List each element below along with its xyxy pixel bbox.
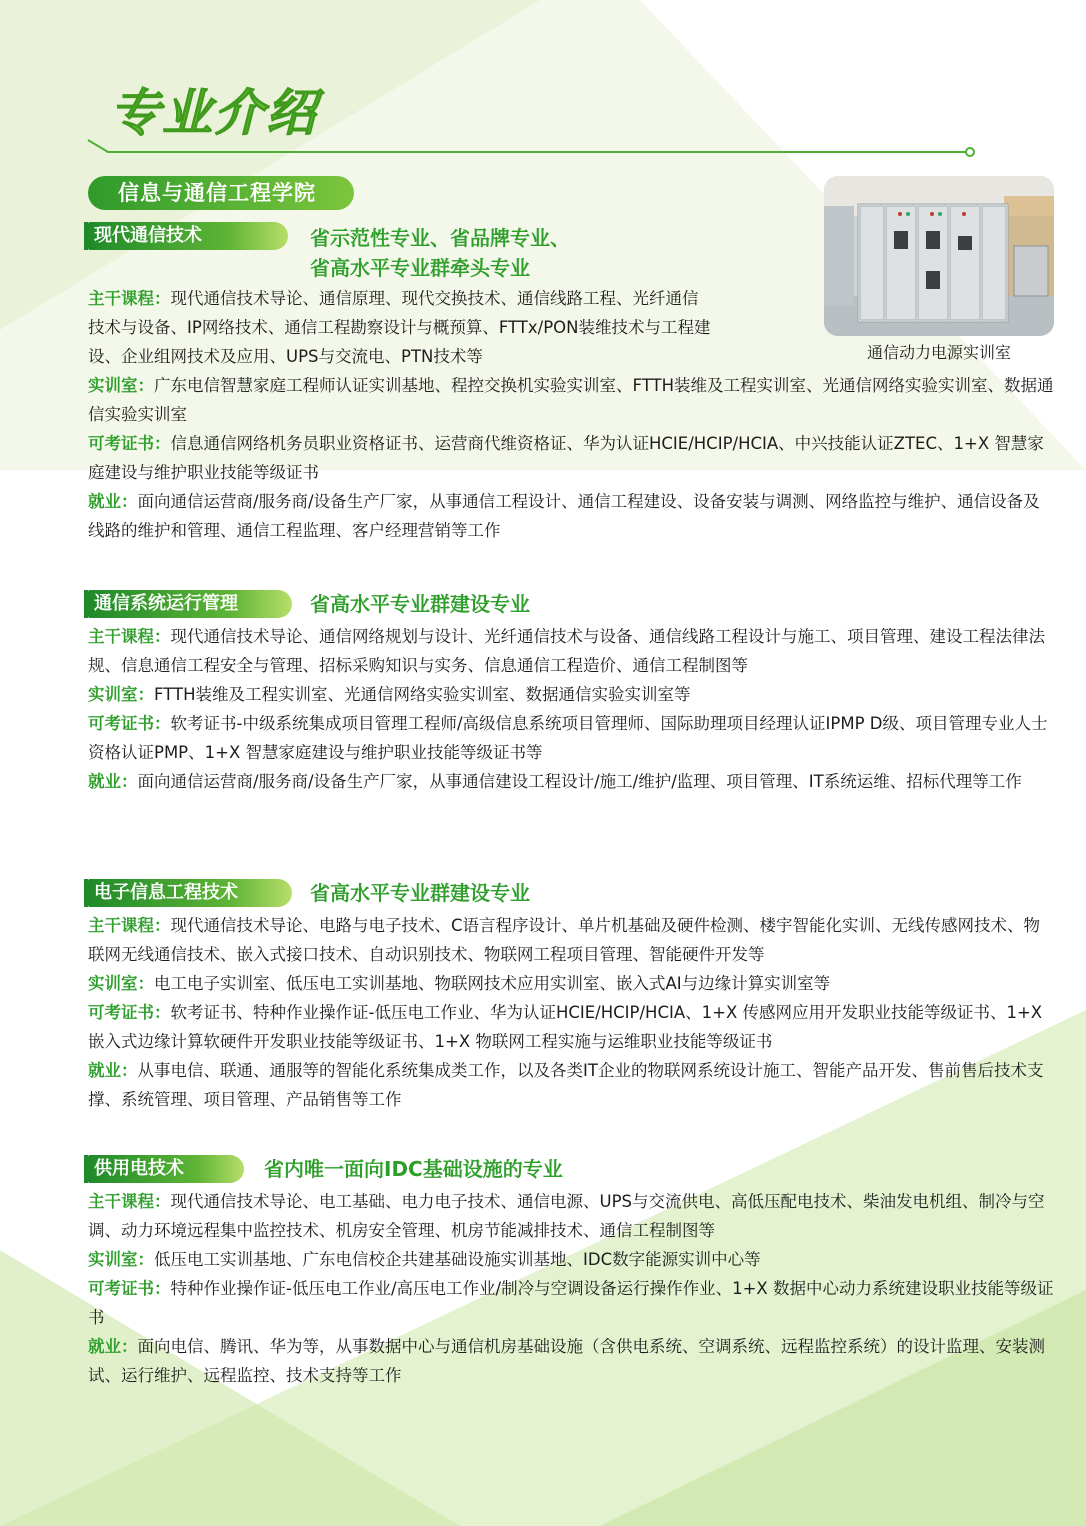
lab-label: 实训室：	[88, 376, 154, 395]
courses-text-line: 设、企业组网技术及应用、UPS与交流电、PTN技术等	[88, 347, 483, 366]
college-banner: 信息与通信工程学院	[88, 176, 354, 210]
courses-text: 主干课程：现代通信技术导论、通信原理、现代交换技术、通信线路工程、光纤通信	[88, 289, 699, 308]
cert-text: 可考证书：软考证书-中级系统集成项目管理工程师/高级信息系统项目管理师、国际助理项目经理认证IPMP D级、项目管理专业人士资格认证PMP、1+X 智慧家庭建设与维护职业技能等级证书等	[88, 714, 1048, 762]
title-underline	[86, 138, 976, 160]
cert-label: 可考证书：	[88, 1279, 171, 1298]
major-highlight: 省示范性专业、省品牌专业、	[310, 226, 570, 250]
major-section-2	[88, 590, 1056, 796]
lab-text: 实训室：电工电子实训室、低压电工实训基地、物联网技术应用实训室、嵌入式AI与边缘计算实训室等	[88, 974, 831, 993]
major-section-3	[88, 879, 1056, 1114]
cert-label: 可考证书：	[88, 714, 171, 733]
lab-text: 实训室：低压电工实训基地、广东电信校企共建基础设施实训基地、IDC数字能源实训中心等	[88, 1250, 761, 1269]
major-highlight: 省高水平专业群建设专业	[310, 592, 530, 616]
courses-label: 主干课程：	[88, 916, 171, 935]
job-text: 就业：从事电信、联通、通服等的智能化系统集成类工作，以及各类IT企业的物联网系统设计施工、智能产品开发、售前售后技术支撑、系统管理、项目管理、产品销售等工作	[88, 1061, 1044, 1109]
major-tag: 供用电技术	[88, 1155, 244, 1183]
photo-caption: 通信动力电源实训室	[866, 343, 1011, 362]
job-label: 就业：	[88, 492, 138, 511]
courses-label: 主干课程：	[88, 627, 171, 646]
job-label: 就业：	[88, 1337, 138, 1356]
cert-text: 可考证书：特种作业操作证-低压电工作业/高压电工作业/制冷与空调设备运行操作作业、1+X 数据中心动力系统建设职业技能等级证书	[88, 1279, 1054, 1327]
cert-text: 可考证书：软考证书、特种作业操作证-低压电工作业、华为认证HCIE/HCIP/HCIA、1+X 传感网应用开发职业技能等级证书、1+X 嵌入式边缘计算软硬件开发职业技能等级证书、1+X 物联网工程实施与运维职业技能等级证书	[88, 1003, 1043, 1051]
job-label: 就业：	[88, 1061, 138, 1080]
lab-text: 实训室：FTTH装维及工程实训室、光通信网络实验实训室、数据通信实验实训室等	[88, 685, 691, 704]
major-highlight: 省高水平专业群建设专业	[310, 881, 530, 905]
courses-text-line: 技术与设备、IP网络技术、通信工程勘察设计与概预算、FTTx/PON装维技术与工程建	[88, 318, 711, 337]
major-highlight: 省内唯一面向IDC基础设施的专业	[264, 1157, 563, 1181]
page-title: 专业介绍	[110, 84, 318, 142]
courses-text: 主干课程：现代通信技术导论、通信网络规划与设计、光纤通信技术与设备、通信线路工程设计与施工、项目管理、建设工程法律法规、信息通信工程安全与管理、招标采购知识与实务、信息通信工程造价、通信工程制图等	[88, 627, 1045, 675]
job-text: 就业：面向通信运营商/服务商/设备生产厂家，从事通信建设工程设计/施工/维护/监理、项目管理、IT系统运维、招标代理等工作	[88, 772, 1022, 791]
job-label: 就业：	[88, 772, 138, 791]
major-highlight: 省高水平专业群牵头专业	[310, 256, 530, 280]
lab-label: 实训室：	[88, 685, 154, 704]
major-section-1	[88, 222, 1056, 545]
lab-text: 实训室：广东电信智慧家庭工程师认证实训基地、程控交换机实验实训室、FTTH装维及工程实训室、光通信网络实验实训室、数据通信实验实训室	[88, 376, 1054, 424]
major-tag: 通信系统运行管理	[88, 590, 292, 618]
lab-label: 实训室：	[88, 974, 154, 993]
courses-label: 主干课程：	[88, 289, 171, 308]
major-section-4	[88, 1155, 1056, 1390]
courses-text: 主干课程：现代通信技术导论、电路与电子技术、C语言程序设计、单片机基础及硬件检测、楼宇智能化实训、无线传感网技术、物联网无线通信技术、嵌入式接口技术、自动识别技术、物联网工程项目管理、智能硬件开发等	[88, 916, 1041, 964]
courses-text: 主干课程：现代通信技术导论、电工基础、电力电子技术、通信电源、UPS与交流供电、高低压配电技术、柴油发电机组、制冷与空调、动力环境远程集中监控技术、机房安全管理、机房节能减排技术、通信工程制图等	[88, 1192, 1045, 1240]
job-text: 就业：面向电信、腾讯、华为等，从事数据中心与通信机房基础设施（含供电系统、空调系统、远程监控系统）的设计监理、安装测试、运行维护、远程监控、技术支持等工作	[88, 1337, 1045, 1385]
job-text: 就业：面向通信运营商/服务商/设备生产厂家，从事通信工程设计、通信工程建设、设备安装与调测、网络监控与维护、通信设备及线路的维护和管理、通信工程监理、客户经理营销等工作	[88, 492, 1040, 540]
cert-label: 可考证书：	[88, 434, 171, 453]
cert-label: 可考证书：	[88, 1003, 171, 1022]
cert-text: 可考证书：信息通信网络机务员职业资格证书、运营商代维资格证、华为认证HCIE/HCIP/HCIA、中兴技能认证ZTEC、1+X 智慧家庭建设与维护职业技能等级证书	[88, 434, 1044, 482]
courses-label: 主干课程：	[88, 1192, 171, 1211]
lab-label: 实训室：	[88, 1250, 154, 1269]
major-tag: 电子信息工程技术	[88, 879, 292, 907]
major-tag: 现代通信技术	[88, 222, 288, 250]
